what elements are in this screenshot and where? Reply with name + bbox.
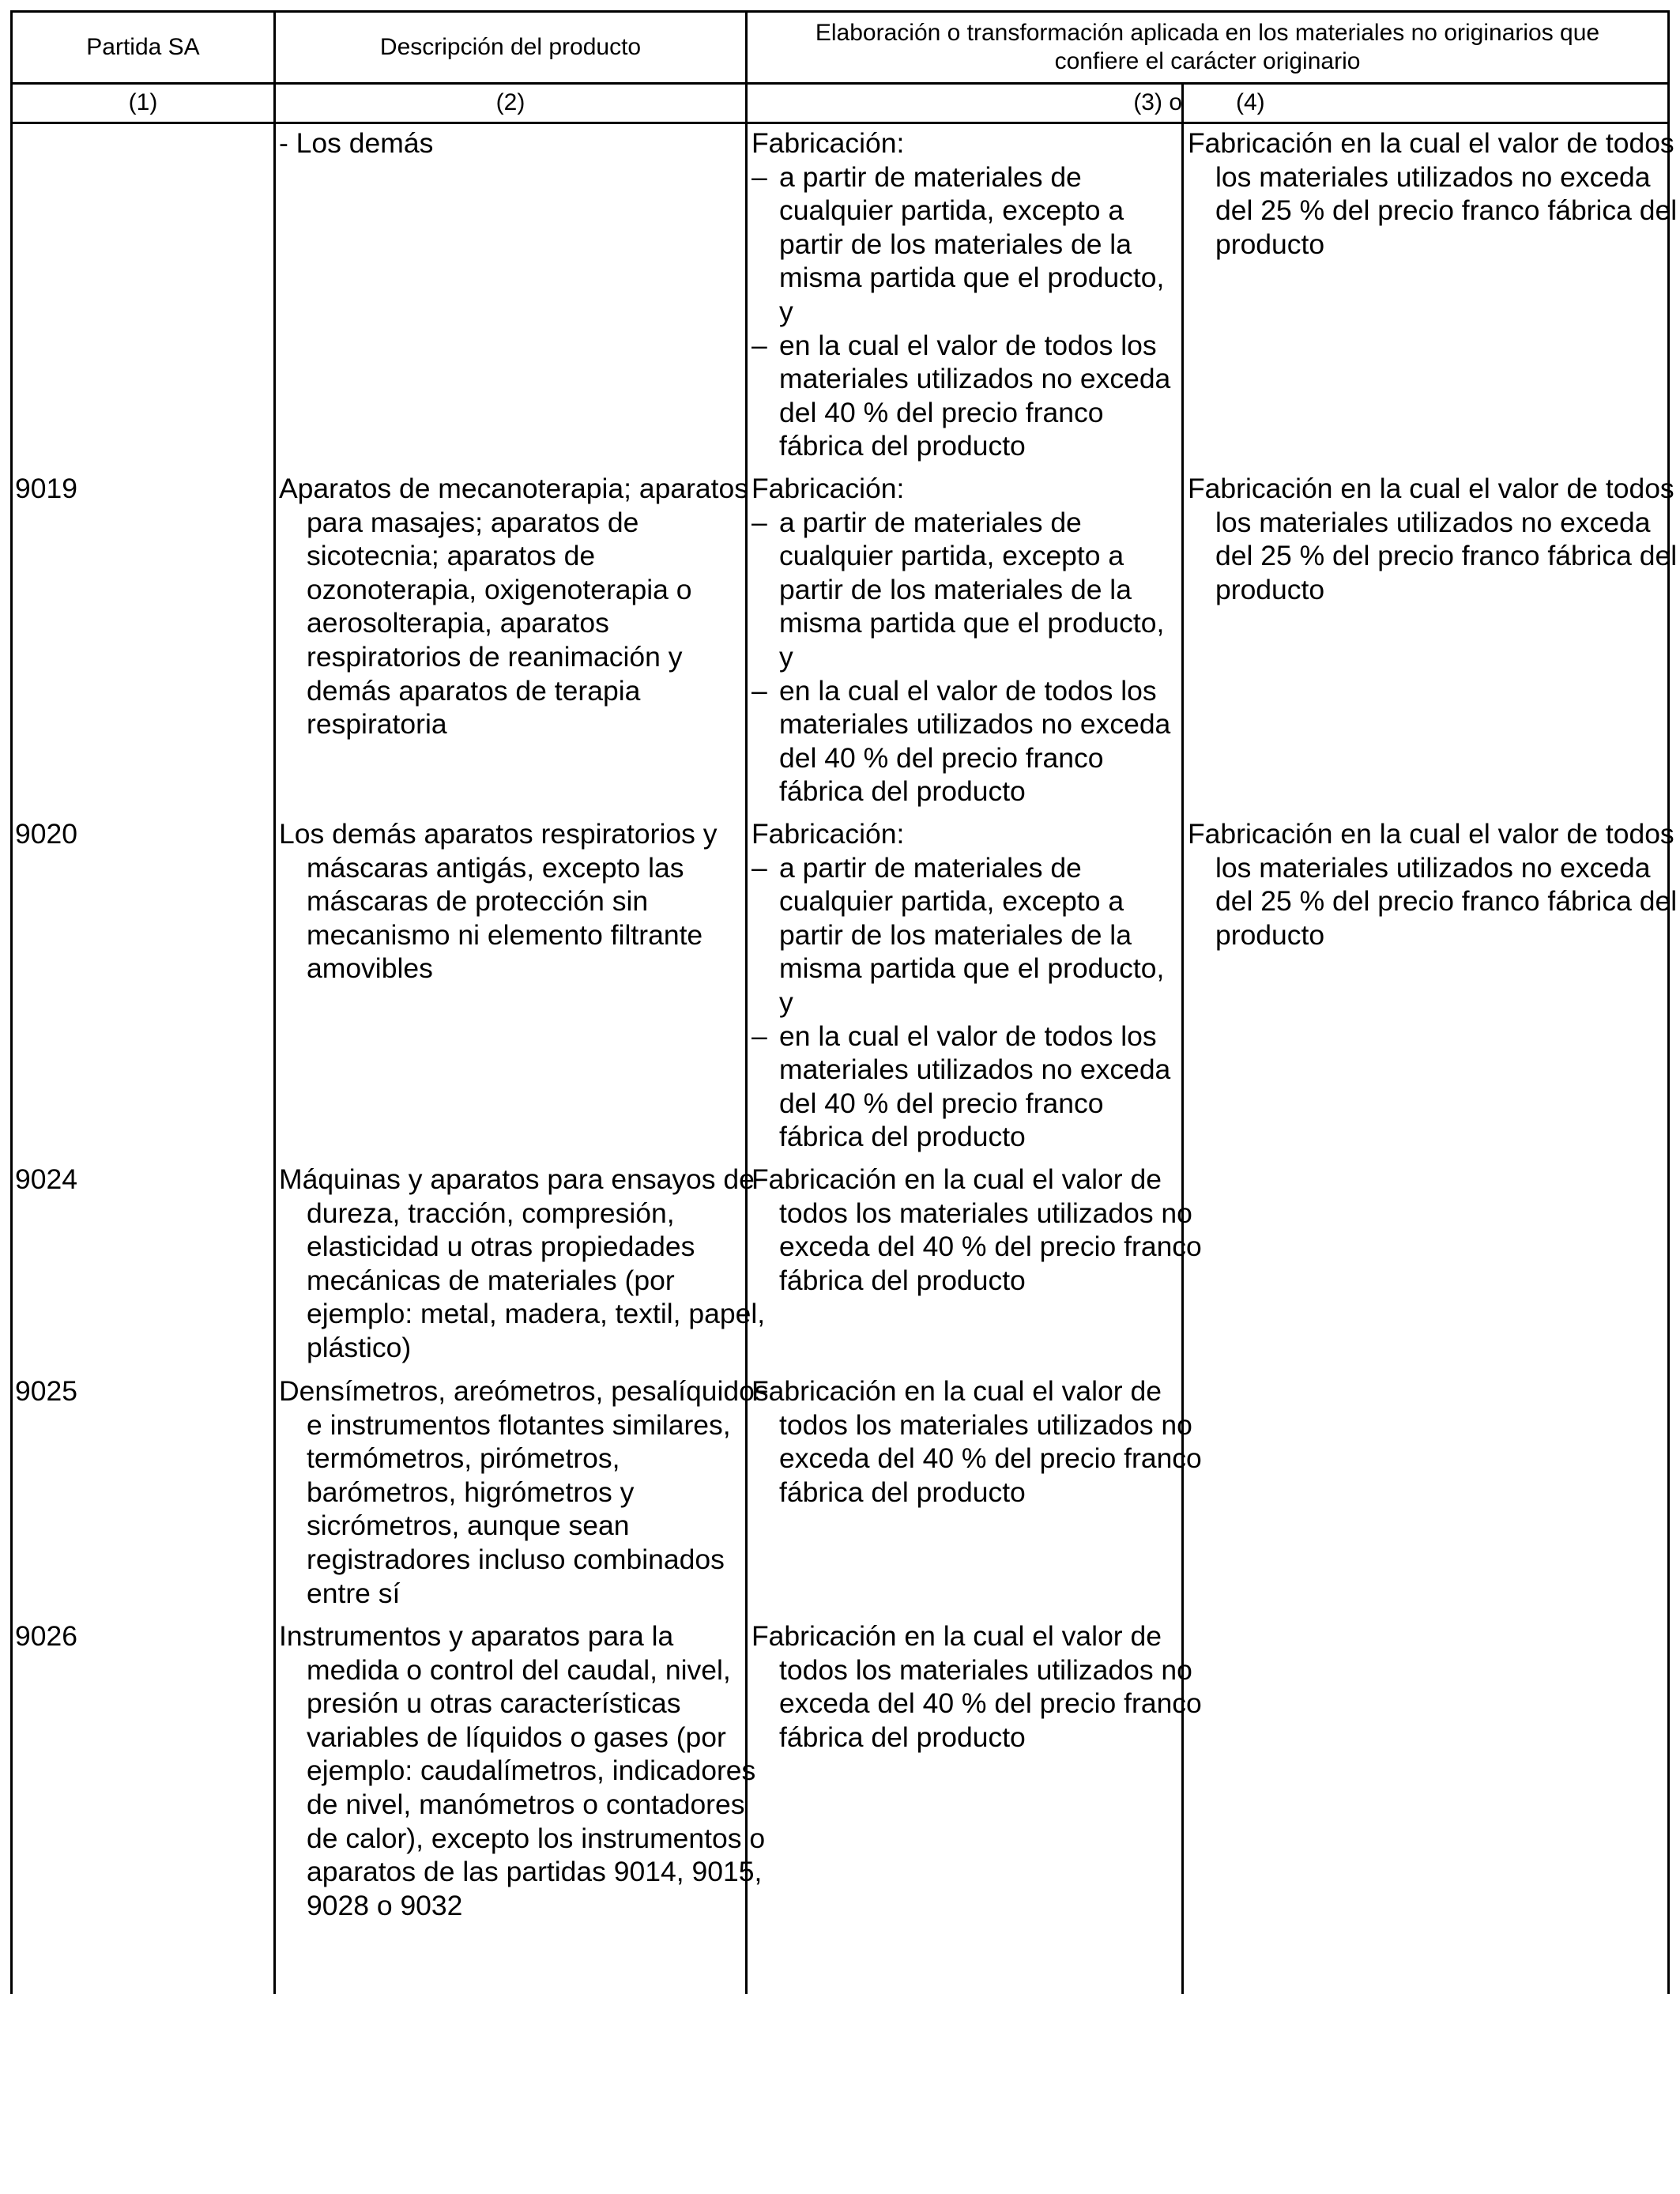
- row-2-partida: 9020: [15, 818, 77, 850]
- row-2-col3-item-2-text: en la cual el valor de todos los materiales utilizados no exceda del 40 % del precio franco fábrica del producto: [779, 1020, 1171, 1153]
- dash-glyph: –: [751, 674, 767, 707]
- column-number-2: (2): [495, 89, 525, 115]
- row-1-col3: [751, 472, 1180, 809]
- row-0-col3-intro: Fabricación:: [751, 127, 905, 159]
- header-divider: [13, 82, 1667, 85]
- row-2-col3-item-2: [751, 1020, 1180, 1154]
- header-elaboracion: [748, 13, 1667, 82]
- row-0-col3-item-1-text: a partir de materiales de cualquier partida, excepto a partir de los materiales de la misma partida que el producto, y: [779, 160, 1165, 327]
- row-1-col3-intro: Fabricación:: [751, 473, 905, 504]
- row-0-col3-item-1: [751, 160, 1180, 329]
- row-1-col3-item-2: [751, 674, 1180, 809]
- row-1-partida: 9019: [15, 473, 77, 504]
- row-5-partida: 9026: [15, 1620, 77, 1652]
- column-divider-1: [273, 13, 276, 1994]
- dash-glyph: –: [751, 160, 767, 193]
- row-2-col4: Fabricación en la cual el valor de todos los materiales utilizados no exceda del 25 % del precio franco fábrica del producto: [1188, 818, 1678, 951]
- dash-glyph: –: [751, 1020, 767, 1052]
- row-3-col3: Fabricación en la cual el valor de todos los materiales utilizados no exceda del 40 % del precio franco fábrica del producto: [751, 1163, 1202, 1296]
- header-elaboracion-line-2: confiere el carácter originario: [1054, 48, 1361, 74]
- row-0-col3: [751, 126, 1180, 463]
- row-0-col4: Fabricación en la cual el valor de todos los materiales utilizados no exceda del 25 % del precio franco fábrica del producto: [1188, 127, 1678, 260]
- row-2-col3-intro: Fabricación:: [751, 818, 905, 850]
- row-1-descripcion: Aparatos de mecanoterapia; aparatos para masajes; aparatos de sicotecnia; aparatos de ozonoterapia, oxigenoterapia o aerosolterapia, aparatos respiratorios de reanimación y demás aparatos de terapia respiratoria: [279, 473, 749, 741]
- dash-glyph: –: [751, 506, 767, 538]
- row-2-col3-item-1-text: a partir de materiales de cualquier partida, excepto a partir de los materiales de la misma partida que el producto, y: [779, 851, 1165, 1018]
- row-1-col3-item-2-text: en la cual el valor de todos los materiales utilizados no exceda del 40 % del precio franco fábrica del producto: [779, 674, 1171, 808]
- column-number-1: (1): [128, 89, 158, 115]
- header-elaboracion-line-1: Elaboración o transformación aplicada en los materiales no originarios que: [815, 20, 1600, 46]
- row-0-col3-item-2: [751, 329, 1180, 463]
- row-4-descripcion: Densímetros, areómetros, pesalíquidos e instrumentos flotantes similares, termómetros, pirómetros, barómetros, higrómetros y sicrómetros, aunque sean registradores incluso combinados entre sí: [279, 1375, 769, 1609]
- row-4-partida: 9025: [15, 1375, 77, 1407]
- rules-of-origin-table: [10, 10, 1678, 1994]
- header-partida-sa: Partida SA: [86, 34, 200, 60]
- row-4-col3: Fabricación en la cual el valor de todos los materiales utilizados no exceda del 40 % del precio franco fábrica del producto: [751, 1375, 1202, 1508]
- row-1-col3-item-1-text: a partir de materiales de cualquier partida, excepto a partir de los materiales de la misma partida que el producto, y: [779, 506, 1165, 673]
- row-0-col3-item-2-text: en la cual el valor de todos los materiales utilizados no exceda del 40 % del precio franco fábrica del producto: [779, 329, 1171, 462]
- row-1-col3-item-1: [751, 506, 1180, 674]
- dash-glyph: –: [751, 329, 767, 361]
- header-descripcion: Descripción del producto: [379, 34, 642, 60]
- dash-glyph: –: [751, 851, 767, 884]
- column-number-4: (4): [1236, 89, 1265, 115]
- row-0-descripcion: - Los demás: [279, 127, 434, 159]
- row-2-col3-item-1: [751, 851, 1180, 1020]
- row-1-col4: Fabricación en la cual el valor de todos los materiales utilizados no exceda del 25 % del precio franco fábrica del producto: [1188, 473, 1678, 605]
- row-2-descripcion: Los demás aparatos respiratorios y máscaras antigás, excepto las máscaras de protección sin mecanismo ni elemento filtrante amovibles: [279, 818, 718, 985]
- row-5-descripcion: Instrumentos y aparatos para la medida o control del caudal, nivel, presión u otras características variables de líquidos o gases (por ejemplo: caudalímetros, indicadores de nivel, manómetros o contadores de calor), excepto los instrumentos o aparatos de las partidas 9014, 9015, 9028 o 9032: [279, 1620, 766, 1921]
- row-2-col3: [751, 817, 1180, 1154]
- row-3-descripcion: Máquinas y aparatos para ensayos de dureza, tracción, compresión, elasticidad u otras propiedades mecánicas de materiales (por ejemplo: metal, madera, textil, papel, plástico): [279, 1163, 766, 1363]
- column-number-3: (3) o: [1133, 89, 1182, 115]
- row-3-partida: 9024: [15, 1163, 77, 1195]
- column-number-divider: [13, 122, 1667, 124]
- row-5-col3: Fabricación en la cual el valor de todos los materiales utilizados no exceda del 40 % del precio franco fábrica del producto: [751, 1620, 1202, 1753]
